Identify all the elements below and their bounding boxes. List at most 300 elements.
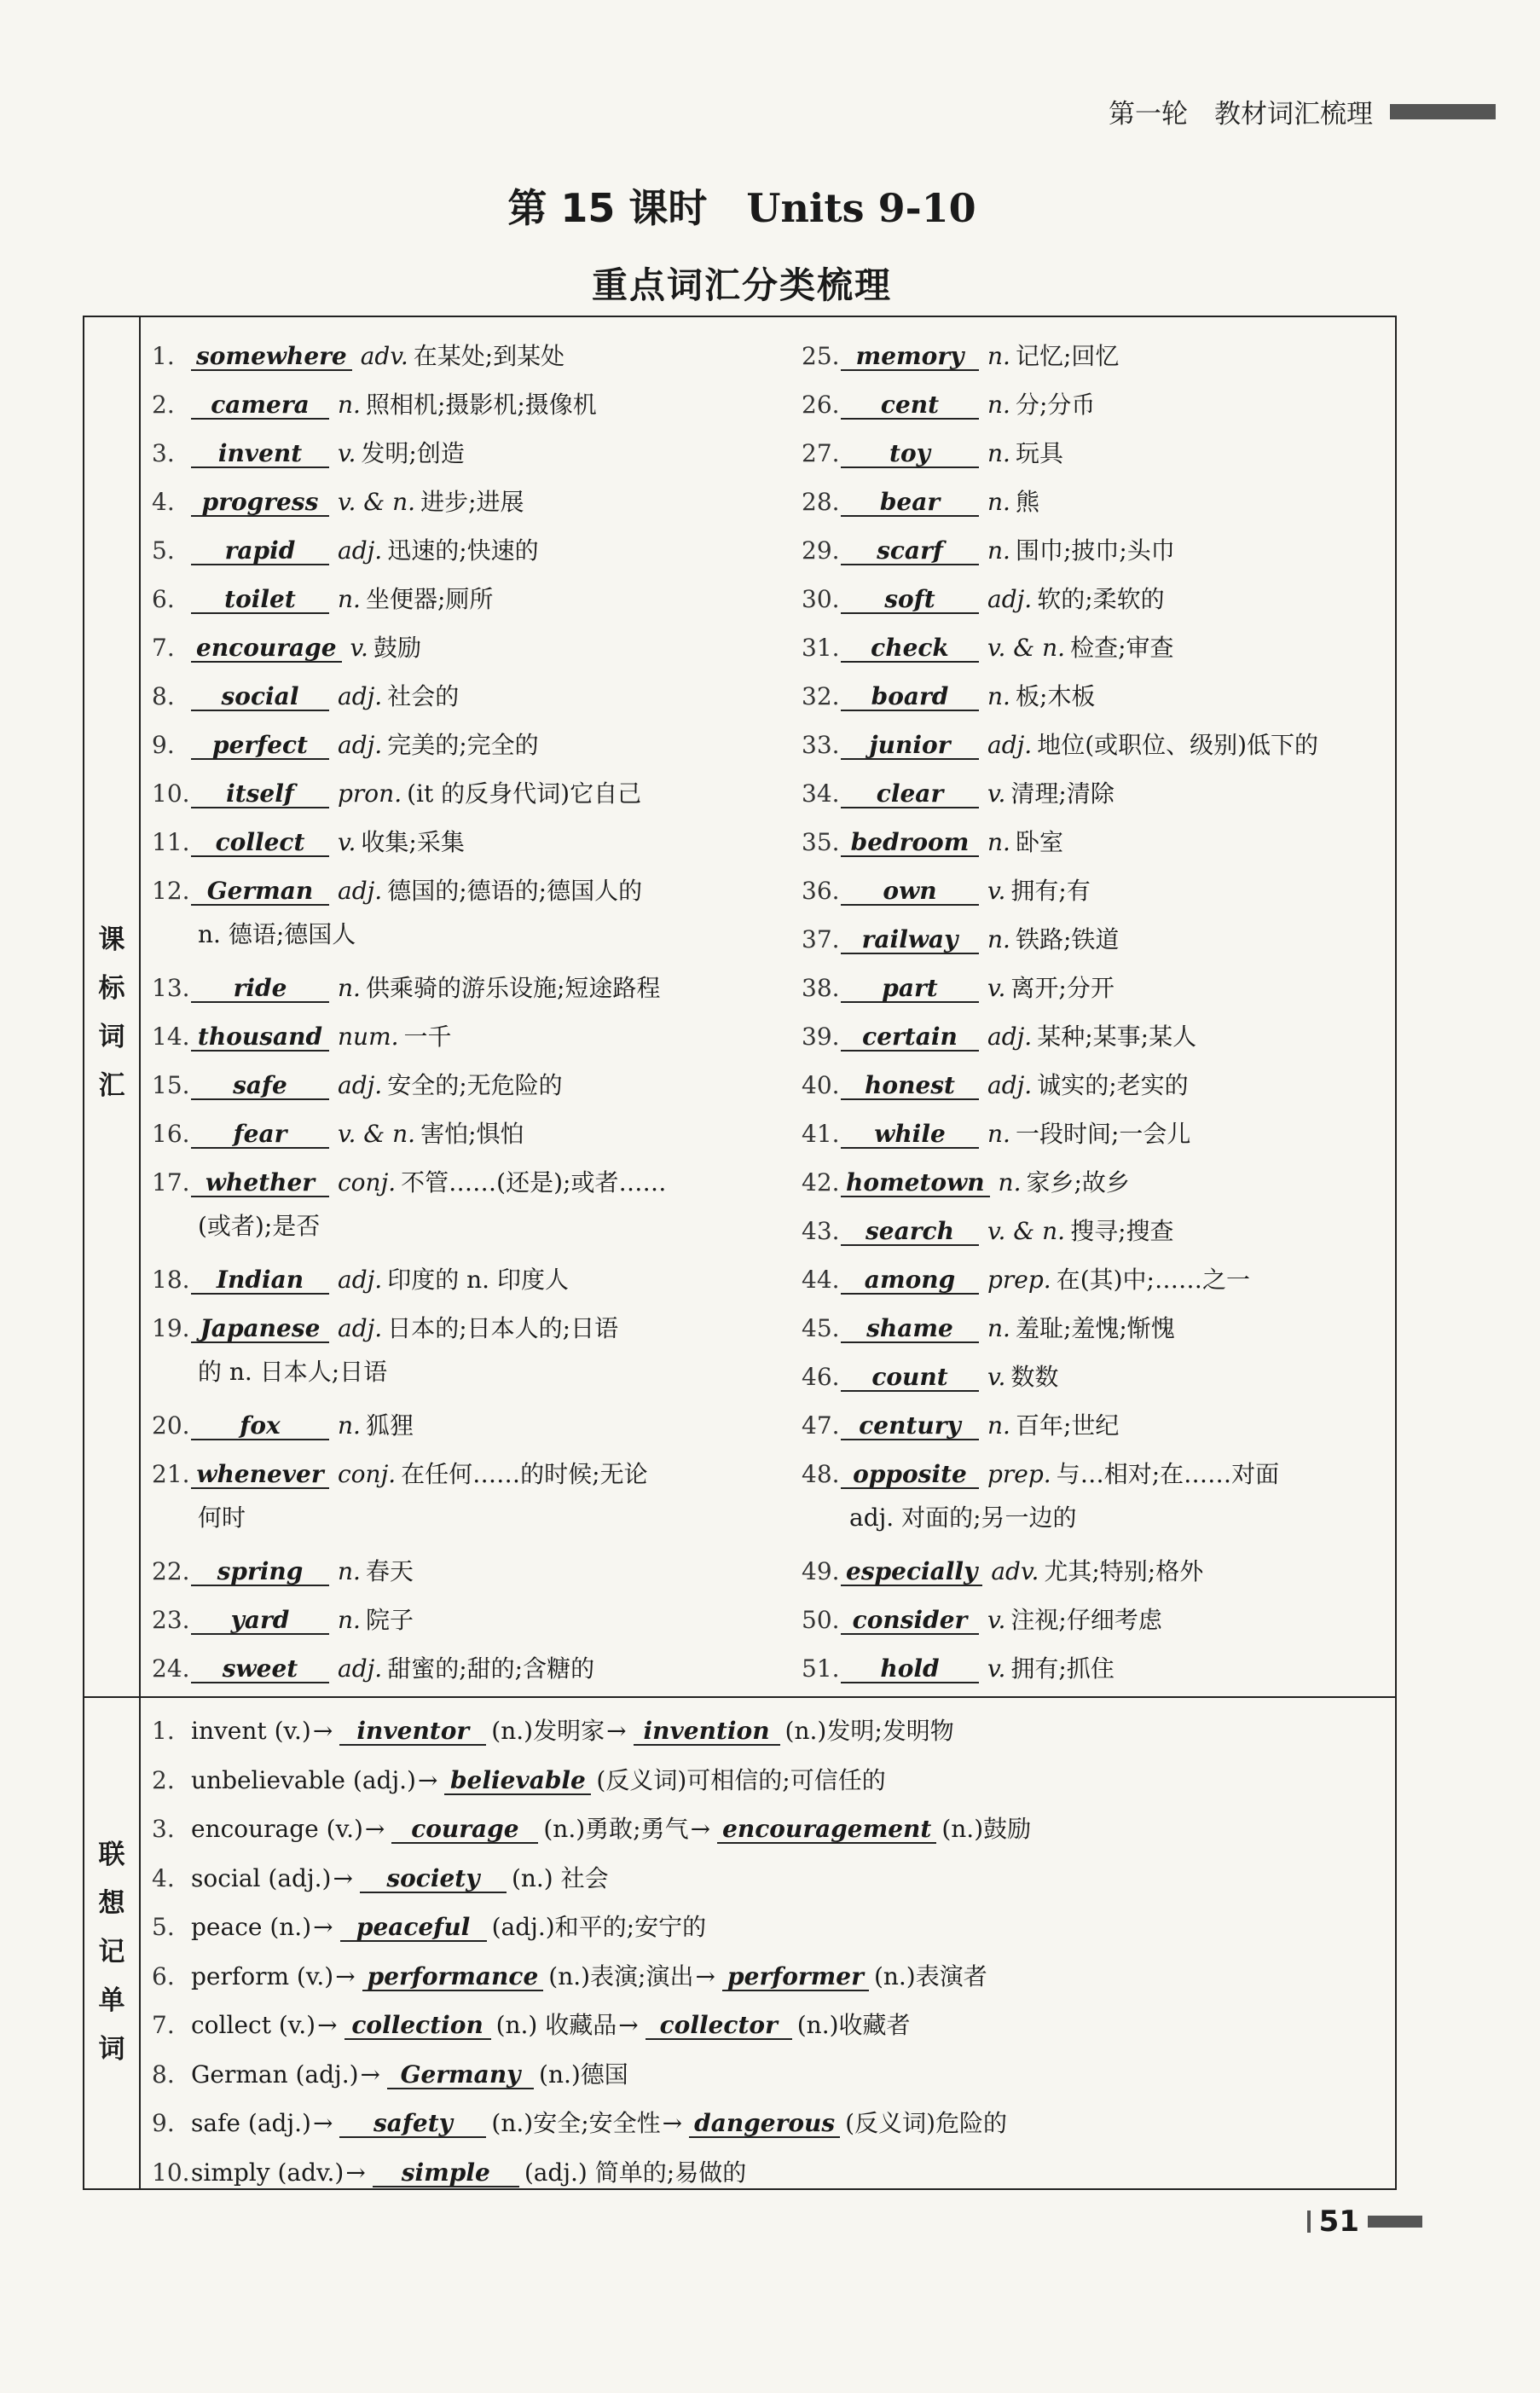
- vocab-number: 2.: [152, 391, 175, 419]
- vocab-number: 4.: [152, 488, 175, 516]
- vocab-item: [802, 582, 1165, 617]
- vocab-meaning: 板;木板: [1015, 682, 1096, 710]
- assoc-meaning-1: (n.)德国: [539, 2060, 628, 2089]
- section2-char: 记: [98, 1937, 125, 1967]
- vocab-meaning: 安全的;无危险的: [387, 1071, 563, 1099]
- assoc-stem: invent (v.): [191, 1717, 311, 1745]
- assoc-meaning-2: (n.)鼓励: [941, 1815, 1032, 1843]
- vocab-number: 38.: [802, 974, 840, 1002]
- vocab-item: [152, 631, 421, 665]
- vocab-number: 27.: [802, 439, 840, 467]
- vocab-number: 1.: [152, 342, 175, 370]
- assoc-answer-2: collector: [646, 2013, 792, 2040]
- vocab-meaning: 春天: [365, 1557, 414, 1585]
- vocab-meaning: 供乘骑的游乐设施;短途路程: [365, 974, 661, 1002]
- vocab-item: [152, 1409, 414, 1443]
- vocab-number: 3.: [152, 439, 175, 467]
- vocab-item: [802, 826, 1063, 860]
- vocab-item: [802, 1214, 1174, 1249]
- vocab-meaning: 甜蜜的;甜的;含糖的: [387, 1654, 595, 1683]
- vocab-meaning: 在任何……的时候;无论: [401, 1460, 648, 1488]
- vocab-pos: num.: [338, 1023, 399, 1051]
- vocab-meaning: 迅速的;快速的: [387, 536, 539, 565]
- vocab-number: 51.: [802, 1654, 840, 1683]
- vocab-item: [152, 1457, 648, 1492]
- assoc-meaning-2: (n.)收藏者: [796, 2011, 911, 2039]
- vocab-meaning: 百年;世纪: [1015, 1411, 1120, 1440]
- vocab-pos: v. & n.: [987, 1217, 1066, 1245]
- assoc-answer-2: dangerous: [689, 2111, 840, 2138]
- vocab-answer: cent: [841, 392, 979, 420]
- vocab-meaning: 分;分币: [1015, 391, 1096, 419]
- assoc-meaning-1: (n.) 收藏品: [495, 2011, 617, 2039]
- vocab-item: [152, 1603, 414, 1637]
- vocab-pos: n.: [338, 585, 361, 613]
- vocab-number: 48.: [802, 1460, 840, 1488]
- page-number-text: 51: [1318, 2205, 1359, 2239]
- section-subtitle: 重点词汇分类梳理: [591, 264, 892, 306]
- vocab-answer: progress: [191, 490, 329, 517]
- assoc-stem: perform (v.): [191, 1961, 334, 1990]
- arrow-icon: →: [360, 2060, 381, 2089]
- vocab-meaning: 德国的;德语的;德国人的: [387, 877, 643, 905]
- association-item: [152, 2156, 746, 2190]
- assoc-answer-1: collection: [344, 2013, 491, 2040]
- vocab-pos: n.: [987, 925, 1010, 953]
- vocab-item: [802, 874, 1091, 908]
- vocab-item: [802, 1263, 1250, 1297]
- vocab-answer: perfect: [191, 733, 329, 760]
- table-horizontal-divider: [84, 1696, 1395, 1698]
- assoc-stem: safe (adj.): [191, 2109, 311, 2137]
- vocab-pos: adv.: [991, 1557, 1039, 1585]
- assoc-stem: German (adj.): [191, 2060, 359, 2089]
- assoc-number: 4.: [152, 1863, 175, 1892]
- vocab-number: 6.: [152, 585, 175, 613]
- vocab-number: 25.: [802, 342, 840, 370]
- assoc-stem: encourage (v.): [191, 1815, 363, 1843]
- vocab-pos: n.: [987, 828, 1010, 856]
- assoc-number: 1.: [152, 1717, 175, 1745]
- vocab-item: [152, 1263, 569, 1297]
- vocab-pos: n.: [987, 1411, 1010, 1440]
- vocab-meaning: 狐狸: [365, 1411, 414, 1440]
- vocab-pos: v.: [350, 634, 368, 662]
- page-bar: [1368, 2216, 1422, 2228]
- assoc-answer-1: believable: [444, 1768, 591, 1795]
- assoc-answer-1: performance: [362, 1964, 544, 1991]
- arrow-icon: →: [312, 2109, 333, 2137]
- vocab-number: 50.: [802, 1606, 840, 1634]
- vocab-number: 20.: [152, 1411, 190, 1440]
- vocab-pos: n.: [338, 974, 361, 1002]
- vocab-item: [802, 1166, 1130, 1200]
- assoc-meaning-1: (adj.)和平的;安宁的: [491, 1913, 707, 1941]
- vocab-item: [152, 437, 465, 471]
- vocab-item: [802, 1409, 1119, 1443]
- section2-label: [84, 1831, 139, 2074]
- vocab-meaning: 一段时间;一会儿: [1015, 1120, 1191, 1148]
- vocab-number: 36.: [802, 877, 840, 905]
- vocab-pos: n.: [338, 391, 361, 419]
- assoc-meaning-1: (n.)表演;演出: [548, 1961, 694, 1990]
- association-item: [152, 2008, 911, 2042]
- vocab-answer: Indian: [191, 1267, 329, 1295]
- vocab-answer: soft: [841, 587, 979, 614]
- vocab-number: 11.: [152, 828, 190, 856]
- vocab-item: [802, 485, 1039, 519]
- vocab-answer: Japanese: [191, 1316, 329, 1343]
- assoc-stem: simply (adv.): [191, 2158, 344, 2187]
- vocab-number: 16.: [152, 1120, 190, 1148]
- vocab-meaning: 记忆;回忆: [1015, 342, 1120, 370]
- vocab-item: [802, 437, 1063, 471]
- assoc-answer-2: encouragement: [717, 1816, 936, 1844]
- vocab-meaning: 软的;柔软的: [1037, 585, 1165, 613]
- vocab-answer: yard: [191, 1608, 329, 1635]
- section1-char: 标: [98, 973, 125, 1004]
- section2-char: 词: [98, 2034, 125, 2065]
- vocab-item: [802, 1603, 1162, 1637]
- vocab-item: [152, 1652, 594, 1686]
- vocab-number: 8.: [152, 682, 175, 710]
- vocab-answer: consider: [841, 1608, 979, 1635]
- section2-char: 想: [98, 1888, 125, 1919]
- assoc-number: 5.: [152, 1913, 175, 1941]
- vocab-meaning: 在某处;到某处: [413, 342, 565, 370]
- vocab-item: [802, 1360, 1058, 1394]
- vocab-item: [152, 874, 642, 908]
- assoc-answer-1: peaceful: [340, 1915, 487, 1942]
- vocab-meaning: 一千: [403, 1023, 452, 1051]
- vocab-answer: somewhere: [191, 344, 352, 371]
- vocab-item: [152, 826, 465, 860]
- vocab-number: 12.: [152, 877, 190, 905]
- vocab-pos: conj.: [338, 1168, 397, 1196]
- arrow-icon: →: [312, 1717, 333, 1745]
- arrow-icon: →: [618, 2011, 639, 2039]
- vocab-pos: adj.: [338, 536, 383, 565]
- vocab-answer: search: [841, 1219, 979, 1246]
- assoc-stem: collect (v.): [191, 2011, 316, 2039]
- vocab-item: [802, 777, 1114, 811]
- vocab-answer: toilet: [191, 587, 329, 614]
- association-item: [152, 1764, 886, 1798]
- vocab-number: 45.: [802, 1314, 840, 1342]
- vocab-answer: especially: [841, 1559, 982, 1586]
- vocab-answer: honest: [841, 1073, 979, 1100]
- vocab-meaning: 检查;审查: [1070, 634, 1174, 662]
- vocab-continuation: adj. 对面的;另一边的: [849, 1504, 1077, 1532]
- vocab-pos: v.: [338, 828, 356, 856]
- vocab-answer: hometown: [841, 1170, 990, 1197]
- association-item: [152, 1714, 954, 1748]
- vocab-meaning: 社会的: [387, 682, 460, 710]
- vocab-pos: n.: [987, 439, 1010, 467]
- vocab-answer: board: [841, 684, 979, 711]
- vocab-pos: adj.: [338, 1266, 383, 1294]
- vocab-number: 19.: [152, 1314, 190, 1342]
- vocab-item: [152, 1312, 618, 1346]
- running-header: [1109, 92, 1496, 130]
- arrow-icon: →: [662, 2109, 683, 2137]
- assoc-number: 3.: [152, 1815, 175, 1843]
- assoc-meaning-1: (adj.) 简单的;易做的: [524, 2158, 747, 2187]
- vocab-number: 5.: [152, 536, 175, 565]
- vocab-number: 18.: [152, 1266, 190, 1294]
- assoc-stem: unbelievable (adj.): [191, 1765, 416, 1794]
- vocab-pos: adj.: [338, 682, 383, 710]
- vocab-pos: adj.: [338, 1314, 383, 1342]
- vocab-pos: n.: [987, 682, 1010, 710]
- assoc-meaning-1: (反义词)可相信的;可信任的: [596, 1765, 886, 1794]
- vocab-pos: v.: [987, 779, 1006, 808]
- vocab-answer: part: [841, 976, 979, 1003]
- assoc-answer-1: simple: [373, 2160, 519, 2187]
- vocab-pos: adj.: [987, 585, 1033, 613]
- vocab-number: 23.: [152, 1606, 190, 1634]
- vocab-item: [152, 1166, 666, 1200]
- arrow-icon: →: [364, 1815, 385, 1843]
- vocab-number: 32.: [802, 682, 840, 710]
- vocab-pos: n.: [987, 1314, 1010, 1342]
- vocab-pos: n.: [987, 342, 1010, 370]
- assoc-meaning-2: (n.)发明;发明物: [784, 1717, 954, 1745]
- vocab-answer: clear: [841, 781, 979, 808]
- vocab-pos: n.: [987, 536, 1010, 565]
- vocab-answer: junior: [841, 733, 979, 760]
- assoc-meaning-2: (n.)表演者: [873, 1961, 987, 1990]
- vocab-answer: sweet: [191, 1656, 329, 1683]
- vocab-meaning: 卧室: [1015, 828, 1063, 856]
- assoc-answer-1: Germany: [387, 2062, 534, 2089]
- vocab-item: [152, 388, 597, 422]
- vocab-number: 31.: [802, 634, 840, 662]
- vocab-number: 34.: [802, 779, 840, 808]
- vocab-pos: v. & n.: [338, 488, 416, 516]
- vocab-pos: pron.: [338, 779, 402, 808]
- arrow-icon: →: [335, 1961, 356, 1990]
- vocab-item: [152, 1069, 563, 1103]
- vocab-item: [802, 1069, 1189, 1103]
- assoc-meaning-1: (n.)安全;安全性: [491, 2109, 661, 2137]
- vocab-meaning: 照相机;摄影机;摄像机: [365, 391, 597, 419]
- vocab-answer: check: [841, 635, 979, 663]
- vocab-answer: among: [841, 1267, 979, 1295]
- assoc-meaning-1: (n.)勇敢;勇气: [543, 1815, 689, 1843]
- vocab-item: [152, 777, 641, 811]
- vocab-item: [152, 339, 564, 374]
- vocab-number: 41.: [802, 1120, 840, 1148]
- vocab-number: 35.: [802, 828, 840, 856]
- assoc-meaning-1: (n.) 社会: [511, 1863, 609, 1892]
- assoc-number: 8.: [152, 2060, 175, 2089]
- vocab-number: 46.: [802, 1363, 840, 1391]
- vocab-item: [802, 728, 1318, 762]
- assoc-answer-2: invention: [634, 1718, 780, 1746]
- vocab-answer: own: [841, 878, 979, 906]
- vocab-meaning: 院子: [365, 1606, 414, 1634]
- arrow-icon: →: [606, 1717, 627, 1745]
- vocab-number: 21.: [152, 1460, 190, 1488]
- vocab-number: 42.: [802, 1168, 840, 1196]
- vocab-number: 44.: [802, 1266, 840, 1294]
- vocab-number: 24.: [152, 1654, 190, 1683]
- vocab-number: 37.: [802, 925, 840, 953]
- vocab-answer: German: [191, 878, 329, 906]
- vocab-pos: v.: [987, 877, 1006, 905]
- vocab-answer: century: [841, 1413, 979, 1440]
- vocab-meaning: 玩具: [1015, 439, 1063, 467]
- assoc-meaning-2: (反义词)危险的: [845, 2109, 1007, 2137]
- vocab-number: 39.: [802, 1023, 840, 1051]
- vocab-meaning: 清理;清除: [1010, 779, 1114, 808]
- association-item: [152, 1910, 706, 1944]
- vocab-item: [152, 680, 459, 714]
- vocab-answer: while: [841, 1121, 979, 1149]
- vocab-item: [152, 1555, 414, 1589]
- vocab-meaning: 尤其;特别;格外: [1044, 1557, 1204, 1585]
- assoc-number: 6.: [152, 1961, 175, 1990]
- vocab-meaning: 搜寻;搜查: [1070, 1217, 1174, 1245]
- vocab-number: 49.: [802, 1557, 840, 1585]
- vocab-answer: invent: [191, 441, 329, 468]
- vocab-pos: v.: [987, 1654, 1006, 1683]
- vocab-meaning: 与…相对;在……对面: [1056, 1460, 1280, 1488]
- vocab-answer: count: [841, 1365, 979, 1392]
- vocab-answer: camera: [191, 392, 329, 420]
- vocab-meaning: 离开;分开: [1010, 974, 1114, 1002]
- vocab-meaning: 害怕;惧怕: [420, 1120, 524, 1148]
- page-title: [0, 177, 1484, 234]
- vocab-number: 15.: [152, 1071, 190, 1099]
- vocab-number: 7.: [152, 634, 175, 662]
- vocab-number: 17.: [152, 1168, 190, 1196]
- vocab-item: [802, 534, 1175, 568]
- section1-char: 课: [98, 924, 125, 955]
- vocab-answer: encourage: [191, 635, 342, 663]
- vocab-number: 40.: [802, 1071, 840, 1099]
- vocab-number: 26.: [802, 391, 840, 419]
- vocab-number: 47.: [802, 1411, 840, 1440]
- section2-char: 单: [98, 1985, 125, 2016]
- vocab-meaning: 熊: [1015, 488, 1039, 516]
- vocab-item: [152, 971, 660, 1005]
- vocab-number: 30.: [802, 585, 840, 613]
- table-vertical-divider: [139, 317, 141, 2188]
- vocab-item: [802, 1457, 1279, 1492]
- vocab-number: 13.: [152, 974, 190, 1002]
- vocab-answer: fear: [191, 1121, 329, 1149]
- vocab-item: [802, 680, 1095, 714]
- vocab-meaning: 完美的;完全的: [387, 731, 539, 759]
- section1-char: 词: [98, 1022, 125, 1052]
- vocab-number: 9.: [152, 731, 175, 759]
- vocab-continuation: (或者);是否: [198, 1212, 321, 1240]
- arrow-icon: →: [317, 2011, 338, 2039]
- vocab-answer: social: [191, 684, 329, 711]
- vocab-answer: whether: [191, 1170, 329, 1197]
- section2-char: 联: [98, 1840, 125, 1870]
- vocab-pos: adj.: [338, 731, 383, 759]
- assoc-answer-1: society: [360, 1866, 507, 1893]
- assoc-answer-1: courage: [391, 1816, 538, 1844]
- vocab-meaning: 拥有;有: [1010, 877, 1091, 905]
- vocab-continuation: n. 德语;德国人: [198, 920, 356, 948]
- vocab-answer: collect: [191, 830, 329, 857]
- vocab-pos: prep.: [987, 1266, 1051, 1294]
- arrow-icon: →: [333, 1863, 353, 1892]
- vocab-pos: v.: [987, 974, 1006, 1002]
- units-label: Units 9-10: [746, 185, 976, 231]
- association-item: [152, 2106, 1007, 2141]
- header-text: 第一轮 教材词汇梳理: [1109, 99, 1373, 130]
- arrow-icon: →: [690, 1815, 711, 1843]
- vocab-pos: adj.: [987, 1071, 1033, 1099]
- arrow-icon: →: [695, 1961, 715, 1990]
- vocab-answer: memory: [841, 344, 979, 371]
- vocab-meaning: 铁路;铁道: [1015, 925, 1120, 953]
- vocab-meaning: 在(其)中;……之一: [1056, 1266, 1250, 1294]
- vocab-pos: n.: [338, 1606, 361, 1634]
- vocab-meaning: 围巾;披巾;头巾: [1015, 536, 1175, 565]
- vocab-answer: whenever: [191, 1462, 329, 1489]
- vocab-pos: n.: [998, 1168, 1022, 1196]
- vocab-meaning: 拥有;抓住: [1010, 1654, 1114, 1683]
- vocab-answer: bear: [841, 490, 979, 517]
- vocab-item: [152, 1117, 524, 1151]
- vocab-pos: n.: [338, 1411, 361, 1440]
- association-item: [152, 1960, 987, 1994]
- header-bar: [1390, 104, 1496, 119]
- vocab-answer: certain: [841, 1024, 979, 1052]
- assoc-number: 2.: [152, 1765, 175, 1794]
- vocab-answer: safe: [191, 1073, 329, 1100]
- vocab-meaning: (it 的反身代词)它自己: [407, 779, 642, 808]
- vocab-pos: adv.: [360, 342, 408, 370]
- vocab-meaning: 坐便器;厕所: [365, 585, 494, 613]
- vocab-meaning: 印度的 n. 印度人: [387, 1266, 569, 1294]
- vocab-answer: opposite: [841, 1462, 979, 1489]
- vocab-answer: toy: [841, 441, 979, 468]
- vocab-answer: hold: [841, 1656, 979, 1683]
- vocab-pos: conj.: [338, 1460, 397, 1488]
- assoc-answer-2: performer: [722, 1964, 869, 1991]
- arrow-icon: →: [417, 1765, 438, 1794]
- vocab-meaning: 鼓励: [373, 634, 421, 662]
- vocab-pos: adj.: [338, 877, 383, 905]
- vocab-pos: n.: [987, 488, 1010, 516]
- vocab-item: [802, 1555, 1203, 1589]
- vocab-answer: spring: [191, 1559, 329, 1586]
- vocab-number: 33.: [802, 731, 840, 759]
- vocab-answer: scarf: [841, 538, 979, 565]
- vocab-answer: ride: [191, 976, 329, 1003]
- arrow-icon: →: [345, 2158, 366, 2187]
- vocab-number: 29.: [802, 536, 840, 565]
- vocab-answer: rapid: [191, 538, 329, 565]
- vocab-answer: thousand: [191, 1024, 329, 1052]
- vocab-pos: n.: [987, 391, 1010, 419]
- assoc-number: 9.: [152, 2109, 175, 2137]
- assoc-number: 10.: [152, 2158, 190, 2187]
- association-item: [152, 2058, 628, 2092]
- vocab-item: [152, 485, 524, 519]
- vocab-meaning: 某种;某事;某人: [1037, 1023, 1197, 1051]
- vocab-meaning: 注视;仔细考虑: [1010, 1606, 1162, 1634]
- vocab-item: [152, 582, 493, 617]
- assoc-stem: peace (n.): [191, 1913, 312, 1941]
